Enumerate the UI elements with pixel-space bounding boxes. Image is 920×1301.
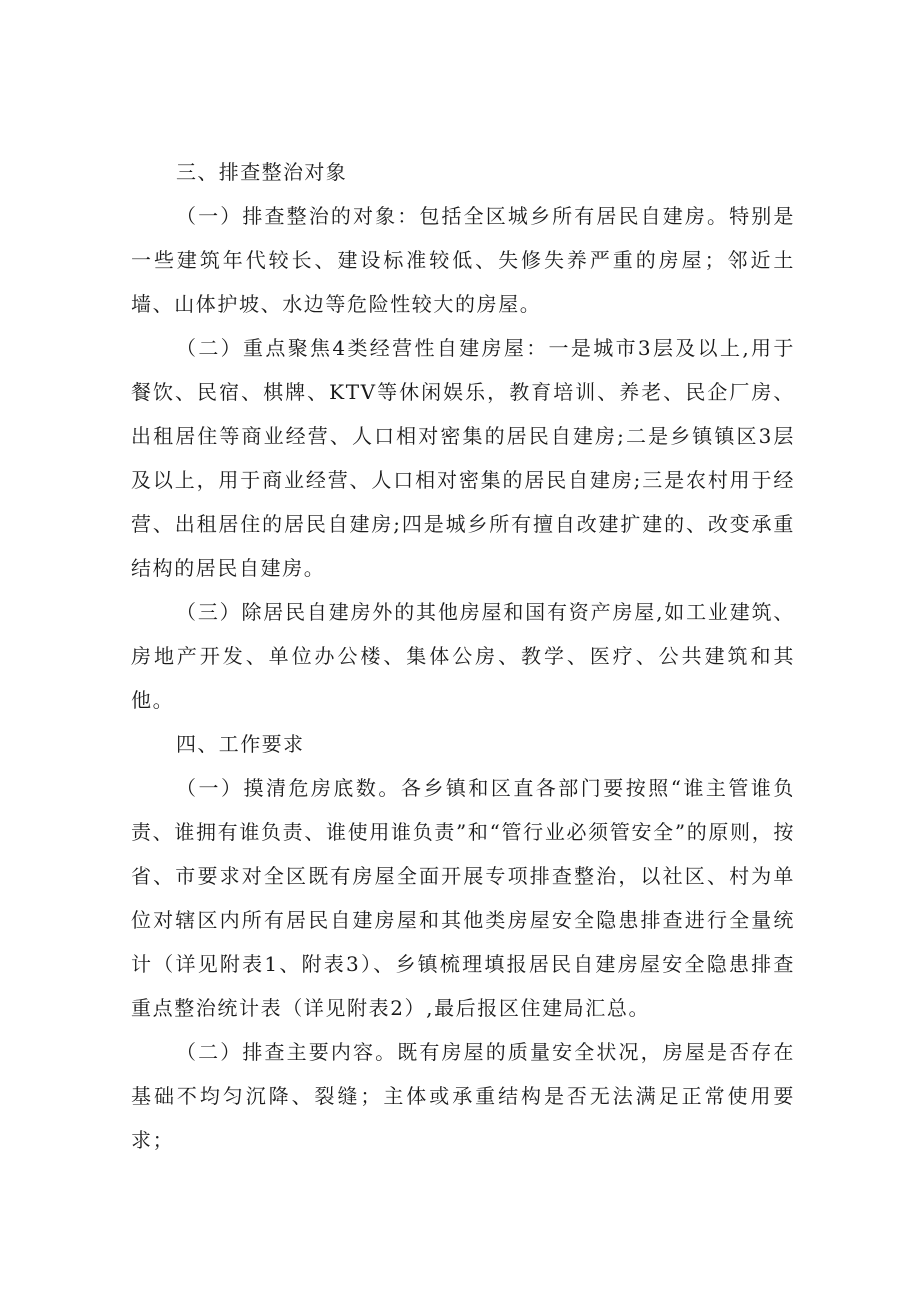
section-heading-4: 四、工作要求 [176, 732, 305, 756]
paragraph-3-3: （三）除居民自建房外的其他房屋和国有资产房屋,如工业建筑、房地产开发、单位办公楼、集体公房、教学、医疗、公共建筑和其他。 [131, 600, 795, 712]
section-heading-3: 三、排查整治对象 [176, 160, 348, 184]
paragraph-3-1: （一）排查整治的对象：包括全区城乡所有居民自建房。特别是一些建筑年代较长、建设标准较低、失修失养严重的房屋；邻近土墙、山体护坡、水边等危险性较大的房屋。 [131, 204, 795, 316]
paragraph-4-1: （一）摸清危房底数。各乡镇和区直各部门要按照“谁主管谁负责、谁拥有谁负责、谁使用谁负责”和“管行业必须管安全”的原则，按省、市要求对全区既有房屋全面开展专项排查整治，以社区、村为单位对辖区内所有居民自建房屋和其他类房屋安全隐患排查进行全量统计（详见附表1、附表3）、乡镇梳理填报居民自建房屋安全隐患排查重点整治统计表（详见附表2）,最后报区住建局汇总。 [131, 776, 795, 1020]
document-body [131, 150, 795, 1162]
paragraph-4-2: （二）排查主要内容。既有房屋的质量安全状况，房屋是否存在基础不均匀沉降、裂缝；主体或承重结构是否无法满足正常使用要求； [131, 1040, 795, 1152]
paragraph-3-2: （二）重点聚焦4类经营性自建房屋：一是城市3层及以上,用于餐饮、民宿、棋牌、KTV等休闲娱乐，教育培训、养老、民企厂房、出租居住等商业经营、人口相对密集的居民自建房;二是乡镇镇区3层及以上，用于商业经营、人口相对密集的居民自建房;三是农村用于经营、出租居住的居民自建房;四是城乡所有擅自改建扩建的、改变承重结构的居民自建房。 [131, 336, 795, 580]
